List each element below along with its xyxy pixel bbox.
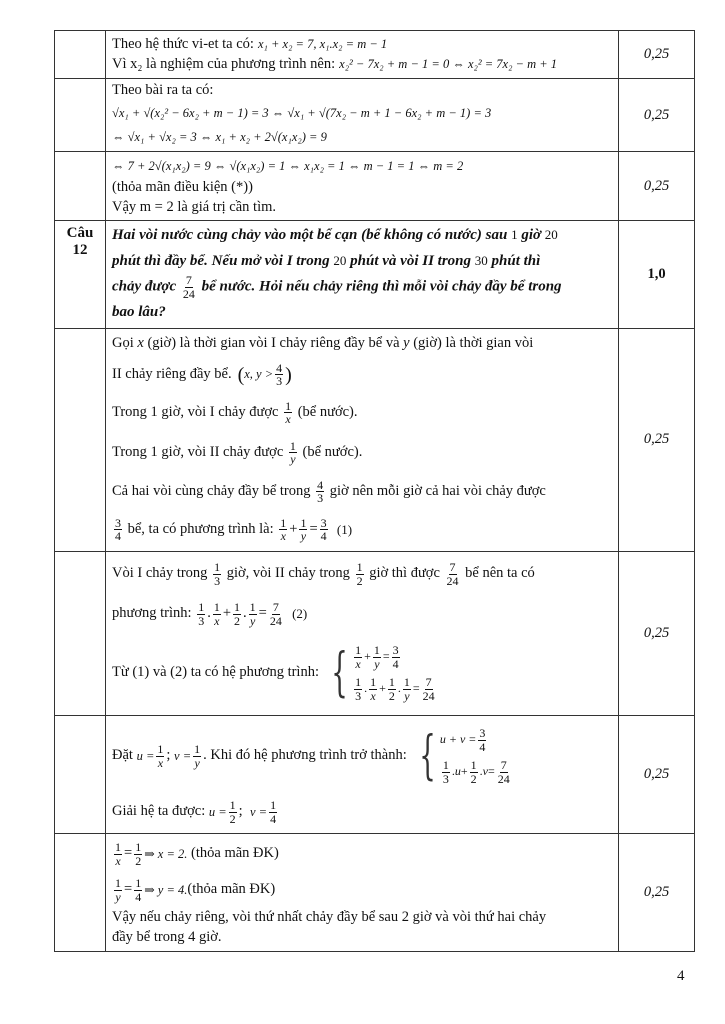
question-fragment: bao lâu? <box>112 304 166 321</box>
fraction-denominator: 2 <box>356 573 363 588</box>
fraction <box>446 561 460 587</box>
equation-tag: (1) <box>336 521 353 537</box>
text-line: Vì x₂ là nghiệm của phương trình nên: <box>112 55 336 72</box>
fraction-denominator: x <box>370 688 376 703</box>
fraction-numerator: 1 <box>280 515 287 530</box>
solution-cell: Vòi I chảy trong $\frac{1}{3}$ giờ, vòi II chảy trong $\frac{1}{2}$ giờ thì được $\frac{7}{24}$ bể nên ta có phương trình: $\frac{1}{3}$ . $\frac{1}{x}$ + $\frac{1}{2}$ . $\frac{1}{y}$ = $\frac{7}{24}$ (2) Từ (1) và (2) ta có hệ phương trình: { $\frac{1}{x}$ + $\frac{1}{y}$ = $\frac{3}{4}$ $\frac{1}{3}$ . $\frac{1}{x}$ + $\frac{1}{2}$ . $\frac{1}{y}$ = $\frac{7}{24}$ <box>106 551 619 715</box>
math-expression: ⇔ √x₁ + √x₂ = 3 ⇔ x₁ + x₂ + 2√(x₁x₂) = 9 <box>112 129 327 144</box>
fraction-numerator: 4 <box>317 477 324 492</box>
fraction-numerator: 1 <box>388 675 395 690</box>
fraction-denominator: 2 <box>234 613 241 628</box>
question-fragment: Hai vòi nước cùng chảy vào một bể cạn (bể không có nước) sau <box>112 227 512 243</box>
system-line: $\frac{1}{3}$ .u+ $\frac{1}{2}$ .v= $\frac{7}{24}$ <box>442 758 510 786</box>
fraction <box>229 799 237 825</box>
text-fragment: II chảy riêng đầy bể. <box>112 365 232 382</box>
fraction-numerator: 1 <box>157 742 164 757</box>
text-line: Theo hệ thức vi-et ta có: <box>112 35 254 52</box>
fraction <box>114 877 122 903</box>
text-fragment: giờ nên mỗi giờ cả hai vòi chảy được <box>329 482 546 499</box>
math-expression: v = <box>174 748 192 763</box>
score-cell: 0,25 <box>619 152 695 221</box>
question-label-number: 12 <box>72 242 88 258</box>
text-fragment: bể nên ta có <box>465 565 535 582</box>
fraction-numerator: 3 <box>392 643 399 657</box>
fraction-numerator: 7 <box>185 273 192 287</box>
fraction-denominator: 4 <box>115 529 121 544</box>
text-fragment: (bể nước). <box>297 403 358 420</box>
fraction-denominator: 4 <box>320 529 327 544</box>
fraction-numerator: 1 <box>270 798 277 813</box>
text-fragment: Giải hệ ta được: <box>112 803 206 820</box>
fraction-numerator: 1 <box>194 742 201 757</box>
equation-tag: (2) <box>292 606 308 622</box>
system-line <box>440 727 513 753</box>
solution-cell <box>106 31 619 79</box>
math-expression: x, y > <box>244 367 274 382</box>
fraction <box>354 644 362 670</box>
text-fragment: Trong 1 giờ, vòi II chảy được <box>112 443 284 460</box>
fraction-denominator: y <box>194 755 200 770</box>
fraction-denominator: y <box>300 529 307 544</box>
question-cell <box>55 833 106 951</box>
fraction <box>197 601 205 627</box>
fraction <box>193 743 201 769</box>
fraction-numerator: 1 <box>135 840 142 855</box>
question-number: 30 <box>474 252 488 268</box>
fraction <box>289 440 297 466</box>
fraction <box>442 759 450 785</box>
text-fragment: (thỏa mãn ĐK) <box>187 881 276 898</box>
fraction-numerator: 3 <box>320 515 327 530</box>
fraction <box>299 517 307 543</box>
fraction-numerator: 7 <box>272 600 279 615</box>
fraction-denominator: y <box>374 656 380 671</box>
table-row <box>55 221 695 329</box>
fraction <box>373 644 381 670</box>
fraction-denominator: x <box>280 529 286 544</box>
fraction-numerator: 1 <box>285 398 292 413</box>
text-fragment: Trong 1 giờ, vòi I chảy được <box>112 403 279 420</box>
text-fragment: giờ, vòi II chảy trong <box>226 565 350 582</box>
question-fragment: phút thì <box>487 252 541 269</box>
math-expression: ⇒ x = 2. <box>144 846 188 861</box>
question-cell <box>55 79 106 152</box>
text-fragment: (giờ) là thời gian vòi <box>413 334 534 351</box>
separator: ; <box>238 803 243 820</box>
fraction-denominator: 24 <box>497 771 510 786</box>
fraction-numerator: 1 <box>355 643 362 657</box>
fraction-numerator: 4 <box>276 360 283 375</box>
fraction <box>470 759 478 785</box>
fraction-numerator: 1 <box>198 600 205 615</box>
fraction-denominator: 3 <box>442 771 449 786</box>
text-fragment: Từ (1) và (2) ta có hệ phương trình: <box>112 664 319 681</box>
fraction-numerator: 1 <box>356 560 363 575</box>
fraction-denominator: x <box>285 412 291 427</box>
fraction-denominator: y <box>115 889 121 904</box>
table-row <box>55 152 695 221</box>
fraction-numerator: 3 <box>479 726 486 740</box>
fraction-denominator: 24 <box>446 573 459 588</box>
question-fragment: giờ <box>517 227 545 243</box>
question-fragment: chảy được <box>112 278 177 295</box>
fraction <box>213 601 221 627</box>
fraction-denominator: 3 <box>198 613 205 628</box>
fraction <box>275 362 283 388</box>
fraction-denominator: 2 <box>229 811 236 826</box>
table-row <box>55 833 695 951</box>
fraction <box>320 517 328 543</box>
fraction-denominator: 4 <box>479 739 486 754</box>
table-row <box>55 31 695 79</box>
math-expression: v = <box>249 804 268 819</box>
question-fragment: phút và vòi II trong <box>346 252 475 269</box>
question-cell <box>55 551 106 715</box>
fraction-numerator: 1 <box>370 675 377 690</box>
score-cell: 0,25 <box>619 715 695 833</box>
math-expression: x₂² − 7x₂ + m − 1 = 0 ⇔ x₂² = 7x₂ − m + 1 <box>339 57 558 71</box>
solution-cell <box>106 715 619 833</box>
page-number: 4 <box>677 968 685 984</box>
solution-cell <box>106 152 619 221</box>
fraction-denominator: 2 <box>470 771 477 786</box>
fraction-denominator: 2 <box>388 688 395 703</box>
question-number: 20 <box>544 227 558 242</box>
fraction-numerator: 1 <box>470 758 477 773</box>
fraction-denominator: 4 <box>392 656 399 671</box>
fraction <box>114 517 122 543</box>
fraction <box>354 676 362 702</box>
score-cell: 0,25 <box>619 31 695 79</box>
fraction-numerator: 7 <box>425 675 432 690</box>
text-fragment: phương trình: <box>112 605 192 622</box>
separator: ; <box>166 747 171 764</box>
fraction <box>403 676 411 702</box>
fraction <box>284 400 292 426</box>
fraction-numerator: 1 <box>403 675 410 690</box>
table-row <box>55 551 695 715</box>
answer-table <box>54 30 695 952</box>
fraction-numerator: 1 <box>373 643 380 657</box>
question-label-word: Câu <box>66 225 94 241</box>
fraction-numerator: 1 <box>249 600 256 615</box>
text-fragment: giờ thì được <box>369 565 440 582</box>
fraction-numerator: 1 <box>289 438 296 453</box>
math-expression: ⇔ 7 + 2√(x₁x₂) = 9 ⇔ √(x₁x₂) = 1 ⇔ x₁x₂ = 1 ⇔ m − 1 = 1 ⇔ m = 2 <box>112 158 464 173</box>
paren-open: ( <box>237 363 245 386</box>
fraction <box>269 601 283 627</box>
question-fragment: phút thì đầy bể. Nếu mở vòi I trong <box>112 252 334 269</box>
brace: { <box>331 643 348 704</box>
fraction <box>134 877 142 903</box>
fraction <box>422 676 436 702</box>
question-cell <box>55 715 106 833</box>
answer-sheet <box>54 30 679 952</box>
solution-cell: Gọi x (giờ) là thời gian vòi I chảy riêng đầy bể và y (giờ) là thời gian vòi II chảy riêng đầy bể. ( x, y > $\frac{4}{3}$ ) Trong 1 giờ, vòi I chảy được $\frac{1}{x}$ (bể nước). Trong 1 giờ, vòi II chảy được $\frac{1}{y}$ (bể nước). Cả hai vòi cùng chảy đầy bể trong $\frac{4}{3}$ giờ nên mỗi giờ cả hai vòi chảy được $\frac{3}{4}$ bể, ta có phương trình là: $\frac{1}{x}$ + $\frac{1}{y}$ = $\frac{3}{4}$ (1) <box>106 328 619 551</box>
paren-close: ) <box>285 363 292 386</box>
fraction-numerator: 1 <box>442 758 449 773</box>
math-expression: ⇒ y = 4. <box>144 882 188 897</box>
fraction-numerator: 1 <box>135 876 142 891</box>
system-line: $\frac{1}{x}$ + $\frac{1}{y}$ = $\frac{3}{4}$ <box>355 643 399 671</box>
fraction-numerator: 1 <box>355 675 362 690</box>
fraction <box>134 841 142 867</box>
text-line: đầy bể trong 4 giờ. <box>112 929 222 946</box>
solution-cell <box>106 79 619 152</box>
text-line: (thỏa mãn điều kiện (*)) <box>112 179 253 196</box>
fraction <box>388 676 396 702</box>
math-expression: u = <box>208 804 227 819</box>
table-row <box>55 715 695 833</box>
text-fragment: Vòi I chảy trong <box>112 565 208 582</box>
fraction-denominator: x <box>355 656 361 671</box>
fraction <box>316 479 324 505</box>
fraction-denominator: 24 <box>422 688 435 703</box>
question-cell <box>55 328 106 551</box>
question-text <box>106 221 619 329</box>
score-cell: 0,25 <box>619 833 695 951</box>
fraction <box>269 799 277 825</box>
score-cell: 0,25 <box>619 328 695 551</box>
fraction <box>213 561 221 587</box>
fraction-numerator: 1 <box>229 798 236 813</box>
solution-cell: $\frac{1}{x}$ = $\frac{1}{2}$ ⇒ x = 2. (thỏa mãn ĐK) $\frac{1}{y}$ = $\frac{1}{4}$ ⇒ y = 4. (thỏa mãn ĐK) Vậy nếu chảy riêng, vòi thứ nhất chảy đầy bể sau 2 giờ và vòi thứ hai chảy đầy bể trong 4 giờ. <box>106 833 619 951</box>
text-fragment: Cả hai vòi cùng chảy đầy bể trong <box>112 482 311 499</box>
fraction-numerator: 3 <box>115 515 121 530</box>
question-number: 20 <box>333 252 347 268</box>
fraction-denominator: 24 <box>269 613 282 628</box>
fraction <box>233 601 241 627</box>
text-fragment: (giờ) là thời gian vòi I chảy riêng đầy bể và <box>147 334 400 351</box>
fraction <box>279 517 287 543</box>
fraction-denominator: 3 <box>276 374 283 389</box>
math-expression: u + v = <box>439 731 477 746</box>
question-label <box>55 221 106 329</box>
text-fragment: Đặt <box>112 747 133 764</box>
math-expression: x₁ + x₂ = 7, x₁.x₂ = m − 1 <box>257 37 388 51</box>
text-line: Theo bài ra ta có: <box>112 82 214 99</box>
brace: { <box>419 726 436 787</box>
fraction-denominator: 24 <box>182 286 195 301</box>
equation-system <box>323 644 438 702</box>
text-line: Vậy nếu chảy riêng, vòi thứ nhất chảy đầy bể sau 2 giờ và vòi thứ hai chảy <box>112 909 547 926</box>
fraction-numerator: 1 <box>115 840 121 855</box>
fraction-denominator: 3 <box>355 688 362 703</box>
fraction <box>478 727 486 753</box>
fraction-denominator: 3 <box>214 573 221 588</box>
table-row <box>55 79 695 152</box>
question-number: 1 <box>511 227 518 242</box>
fraction-numerator: 1 <box>213 600 220 615</box>
fraction-denominator: 2 <box>135 853 142 868</box>
score-cell: 0,25 <box>619 79 695 152</box>
fraction <box>369 676 377 702</box>
text-fragment: bể, ta có phương trình là: <box>127 520 274 537</box>
fraction-denominator: 3 <box>317 491 324 506</box>
fraction-numerator: 1 <box>115 876 121 891</box>
fraction-denominator: y <box>404 688 410 703</box>
fraction-denominator: x <box>115 853 121 868</box>
fraction <box>156 743 164 769</box>
fraction <box>249 601 257 627</box>
fraction-numerator: 1 <box>300 515 307 530</box>
text-fragment: (thỏa mãn ĐK) <box>191 845 279 862</box>
fraction-denominator: 4 <box>270 811 277 826</box>
score-cell: 1,0 <box>619 221 695 329</box>
fraction-numerator: 7 <box>500 758 507 773</box>
question-cell <box>55 31 106 79</box>
system-line: $\frac{1}{3}$ . $\frac{1}{x}$ + $\frac{1}{2}$ . $\frac{1}{y}$ = $\frac{7}{24}$ <box>355 675 435 703</box>
fraction <box>356 561 364 587</box>
fraction <box>497 759 511 785</box>
fraction <box>392 644 400 670</box>
text-fragment: (bể nước). <box>302 443 363 460</box>
math-expression: u = <box>136 748 155 763</box>
math-expression: √x₁ + √(x₂² − 6x₂ + m − 1) = 3 ⇔ √x₁ + √(7x₂ − m + 1 − 6x₂ + m − 1) = 3 <box>112 105 492 120</box>
text-fragment: . Khi đó hệ phương trình trở thành: <box>203 747 407 764</box>
fraction-numerator: 7 <box>449 560 456 575</box>
fraction-denominator: 4 <box>135 889 142 904</box>
fraction-numerator: 1 <box>214 560 221 575</box>
variable: y <box>403 334 410 351</box>
variable: x <box>137 334 144 351</box>
fraction-numerator: 1 <box>234 600 241 615</box>
fraction <box>182 274 196 300</box>
fraction <box>114 841 122 867</box>
fraction-denominator: x <box>157 755 164 770</box>
fraction-denominator: x <box>214 613 220 628</box>
text-fragment: Gọi <box>112 334 134 351</box>
score-cell: 0,25 <box>619 551 695 715</box>
equation-system <box>411 727 513 785</box>
fraction-denominator: y <box>249 613 256 628</box>
fraction-denominator: y <box>290 452 296 467</box>
question-cell <box>55 152 106 221</box>
question-fragment: bể nước. Hỏi nếu chảy riêng thì mỗi vòi chảy đầy bể trong <box>201 278 562 295</box>
variable: v <box>482 764 488 779</box>
text-line: Vậy m = 2 là giá trị cần tìm. <box>112 199 277 216</box>
table-row <box>55 328 695 551</box>
variable: u <box>454 764 461 779</box>
